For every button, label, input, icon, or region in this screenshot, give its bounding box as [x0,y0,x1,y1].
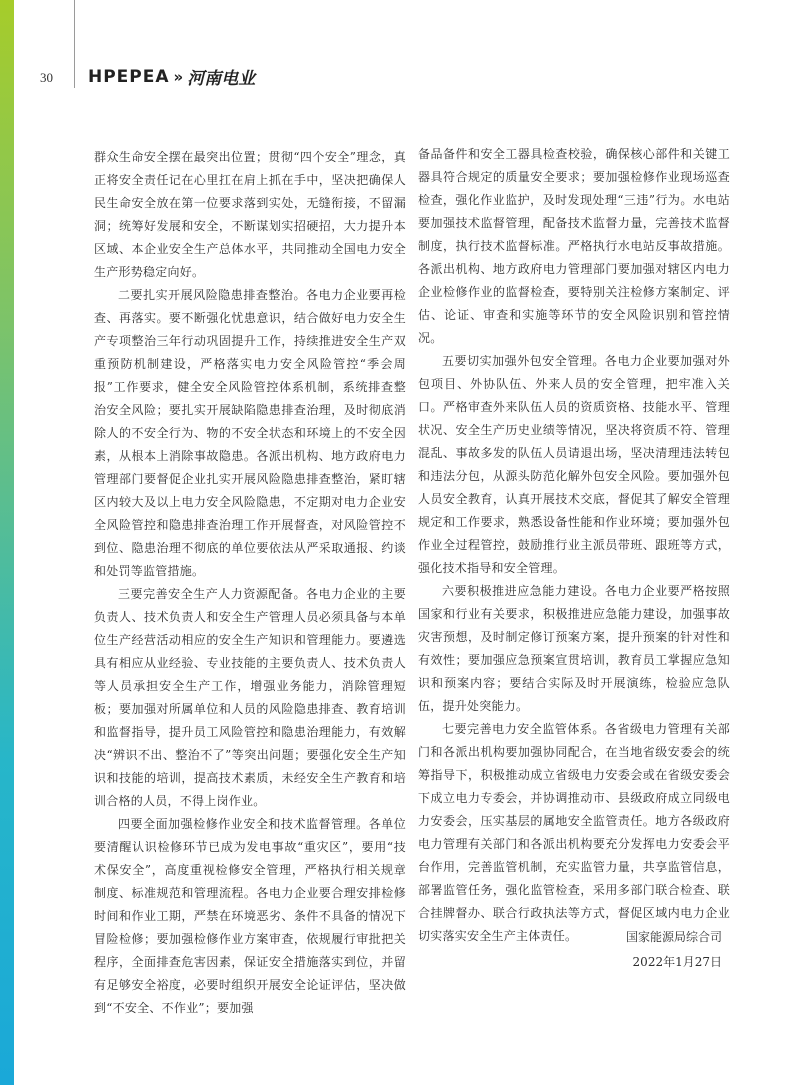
signature-organization: 国家能源局综合司 [625,930,722,944]
paragraph: 七要完善电力安全监管体系。各省级电力管理有关部门和各派出机构要加强协同配合，在当地省级安委会的统筹指导下，积极推动成立省级电力安委会或在省级安委会下成立电力专委会，并协调推动市、县级政府成立同级电力安委会，压实基层的属地安全监管责任。地方各级政府电力管理有关部门和各派出机构要充分发挥电力安委会平台作用，完善监管机制，充实监管力量，共享监管信息，部署监管任务，强化监管检查，采用多部门联合检查、联合挂牌督办、联合行政执法等方式，督促区域内电力企业切实落实安全生产主体责任。 [418,722,730,943]
paragraph: 五要切实加强外包安全管理。各电力企业要加强对外包项目、外协队伍、外来人员的安全管理，把牢准入关口。严格审查外来队伍人员的资质资格、技能水平、管理状况、安全生产历史业绩等情况，坚决将资质不符、管理混乱、事故多发的队伍人员请退出场，坚决清理违法转包和违法分包，从源头防范化解外包安全风险。要加强外包人员安全教育，认真开展技术交底，督促其了解安全管理规定和工作要求，熟悉设备性能和作业环境；要加强外包作业全过程管控，鼓励推行业主派员带班、跟班等方式，强化技术指导和安全管理。 [418,354,730,575]
header-divider [74,0,75,88]
paragraph: 二要扎实开展风险隐患排查整治。各电力企业要再检查、再落实。要不断强化忧患意识，结合做好电力安全生产专项整治三年行动巩固提升工作，持续推进安全生产双重预防机制建设，严格落实电力安全风险管控“季会周报”工作要求，健全安全风险管控体系机制，系统排查整治安全风险；要扎实开展缺陷隐患排查治理，及时彻底消除人的不安全行为、物的不安全状态和环境上的不安全因素，从根本上消除事故隐患。各派出机构、地方政府电力管理部门要督促企业扎实开展风险隐患排查整治，紧盯辖区内较大及以上电力安全风险隐患，不定期对电力企业安全风险管控和隐患排查治理工作开展督查，对风险管控不到位、隐患治理不彻底的单位要依法从严采取通报、约谈和处罚等监管措施。 [94,288,406,578]
paragraph: 三要完善安全生产人力资源配备。各电力企业的主要负责人、技术负责人和安全生产管理人员必须具备与本单位生产经营活动相应的安全生产知识和管理能力。要遴选具有相应从业经验、专业技能的主要负责人、技术负责人等人员承担安全生产工作，增强业务能力，消除管理短板；要加强对所属单位和人员的风险隐患排查、教育培训和监督指导，提升员工风险管控和隐患治理能力，有效解决“辨识不出、整治不了”等突出问题；要强化安全生产知识和技能的培训，提高技术素质，未经安全生产教育和培训合格的人员，不得上岗作业。 [94,587,406,808]
edge-color-bar [0,0,14,1085]
right-column [418,143,730,948]
paragraph: 四要全面加强检修作业安全和技术监督管理。各单位要清醒认识检修环节已成为发电事故“重灾区”，要用“技术保安全”，高度重视检修安全管理，严格执行相关规章制度、标准规范和管理流程。各电力企业要合理安排检修时间和作业工期，严禁在环境恶劣、条件不具备的情况下冒险检修；要加强检修作业方案审查，依规履行审批把关程序，全面排查危害因素，保证安全措施落实到位，并留有足够安全裕度，必要时组织开展安全论证评估，坚决做到“不安全、不作业”；要加强 [94,817,406,1015]
paragraph: 备品备件和安全工器具检查校验，确保核心部件和关键工器具符合规定的质量安全要求；要加强检修作业现场巡查检查，强化作业监护，及时发现处理“三违”行为。水电站要加强技术监督管理，配备技术监督力量，完善技术监督制度，执行技术监督标准。严格执行水电站反事故措施。各派出机构、地方政府电力管理部门要加强对辖区内电力企业检修作业的监督检查，要特别关注检修方案制定、评估、论证、审查和实施等环节的安全风险识别和管控情况。 [418,147,730,345]
signature-date: 2022年1月27日 [632,955,722,969]
chevron-right-icon: » [173,67,184,86]
logo-latin-text: HPEPEA [88,66,170,87]
paragraph: 群众生命安全摆在最突出位置；贯彻“四个安全”理念，真正将安全责任记在心里扛在肩上抓在手中，坚决把确保人民生命安全放在第一位要求落到实处，无缝衔接，不留漏洞；统筹好发展和安全，不断谋划实招硬招，大力提升本区域、本企业安全生产总体水平，共同推动全国电力安全生产形势稳定向好。 [94,150,406,279]
left-column [94,146,406,1020]
paragraph: 六要积极推进应急能力建设。各电力企业要严格按照国家和行业有关要求，积极推进应急能力建设，加强事故灾害预想，及时制定修订预案方案，提升预案的针对性和有效性；要加强应急预案宣贯培训，教育员工掌握应急知识和预案内容；要结合实际及时开展演练，检验应急队伍，提升处突能力。 [418,584,730,713]
magazine-logo [88,64,255,89]
logo-chinese-text: 河南电业 [187,69,256,89]
page-number: 30 [40,70,53,85]
